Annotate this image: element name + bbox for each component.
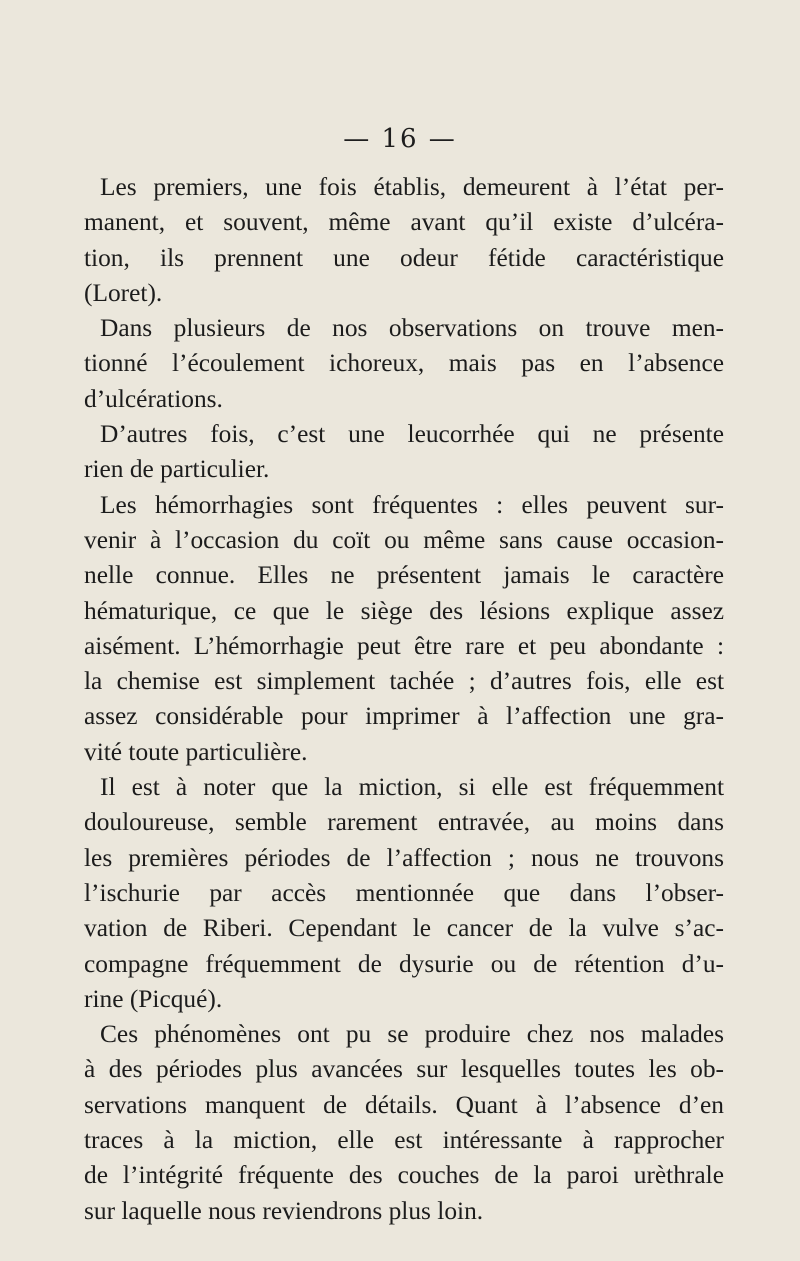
text-line: Ces phénomènes ont pu se produire chez nos malades [100,1020,724,1049]
text-line: les premières périodes de l’affection ; nous ne trouvons [84,843,724,872]
text-line: (Loret). [84,278,163,307]
body-text [84,170,724,1229]
text-line: à des périodes plus avancées sur lesquelles toutes les ob- [84,1055,724,1084]
text-line: rien de particulier. [84,455,270,484]
text-line: Dans plusieurs de nos observations on trouve men- [100,314,724,343]
text-line: vité toute particulière. [84,737,308,766]
text-line: servations manquent de détails. Quant à l’absence d’en [84,1090,724,1119]
text-line: nelle connue. Elles ne présentent jamais le caractère [84,561,724,590]
text-line: traces à la miction, elle est intéressante à rapprocher [84,1126,724,1155]
text-line: hématurique, ce que le siège des lésions explique assez [84,596,724,625]
text-line: compagne fréquemment de dysurie ou de rétention d’u- [84,949,724,978]
text-line: manent, et souvent, même avant qu’il existe d’ulcéra- [84,208,724,237]
text-line: assez considérable pour imprimer à l’affection une gra- [84,702,724,731]
text-line: la chemise est simplement tachée ; d’autres fois, elle est [84,667,724,696]
text-line: vation de Riberi. Cependant le cancer de la vulve s’ac- [84,914,724,943]
text-line: tionné l’écoulement ichoreux, mais pas en l’absence [84,349,724,378]
text-line: rine (Picqué). [84,984,223,1013]
text-line: sur laquelle nous reviendrons plus loin. [84,1196,484,1225]
text-line: Il est à noter que la miction, si elle est fréquemment [100,773,724,802]
text-line: douloureuse, semble rarement entravée, au moins dans [84,808,724,837]
text-line: d’ulcérations. [84,384,223,413]
text-line: l’ischurie par accès mentionnée que dans l’obser- [84,878,724,907]
text-line: aisément. L’hémorrhagie peut être rare et peu abondante : [84,631,724,660]
page-number: — 16 — [343,124,457,154]
text-line: Les hémorrhagies sont fréquentes : elles peuvent sur- [100,490,724,519]
text-line: venir à l’occasion du coït ou même sans cause occasion- [84,525,724,554]
text-line: de l’intégrité fréquente des couches de la paroi urèthrale [84,1161,724,1190]
text-line: Les premiers, une fois établis, demeurent à l’état per- [100,173,724,201]
text-line: D’autres fois, c’est une leucorrhée qui ne présente [100,420,724,449]
text-line: tion, ils prennent une odeur fétide caractéristique [84,243,724,272]
